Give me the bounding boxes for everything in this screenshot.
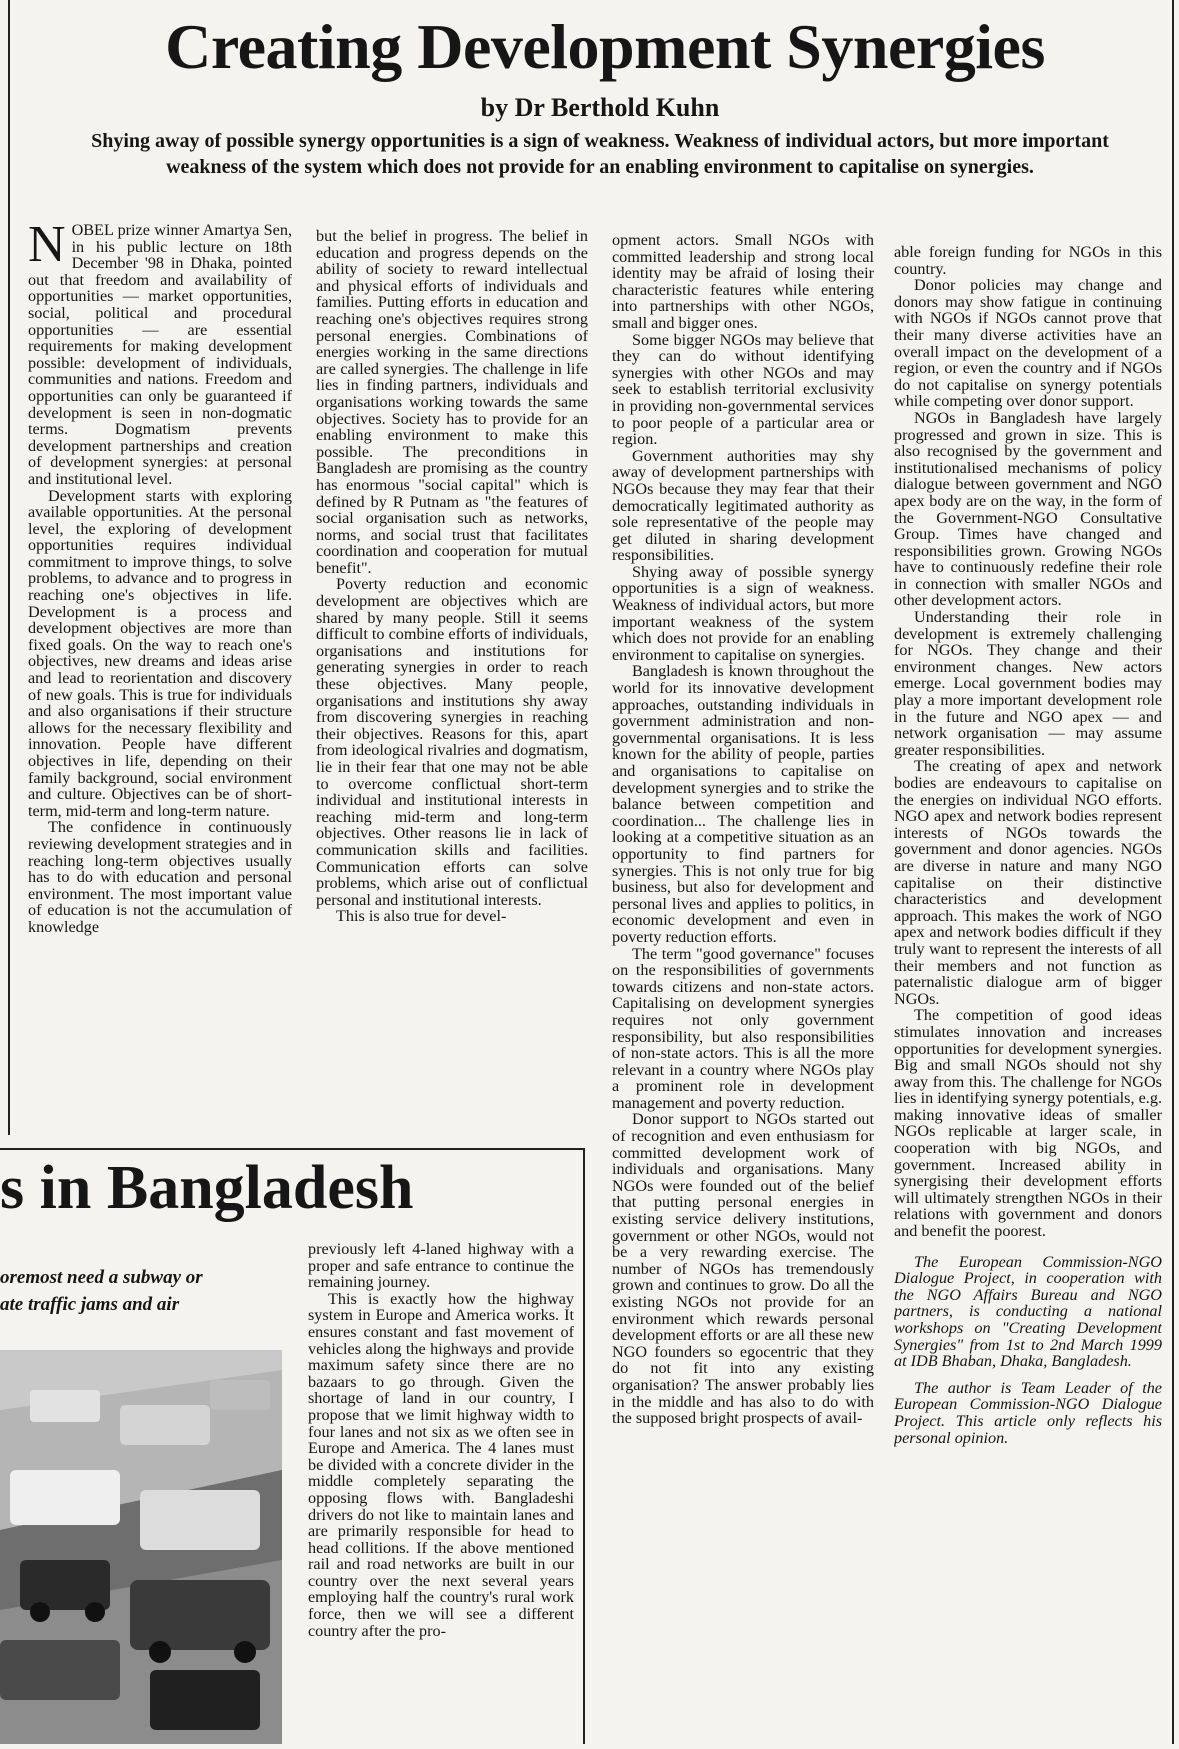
article-title: Creating Development Synergies [165,11,1045,82]
traffic-photo [0,1350,282,1744]
column-2-paragraph: Poverty reduction and economic development are objectives which are shared by many people. Still it seems difficult to combine efforts of individuals, organisations and institutions for generating synergies in order to reach these objectives. Many people, organisations and institutions shy away from discovering synergies in reaching their objectives. Reasons for this, apart from ideological rivalries and dogmatism, lie in their fear that one may not be able to overcome conflictual short-term individual and institutional interests in reaching mid-term and long-term objectives. Other reasons lie in lack of communication skills and facilities. Communication efforts can solve problems, which arise out of conflictual personal and institutional interests. [316,575,588,909]
second-article-deck: oremost need a subway or ate traffic jams and air [0,1267,203,1315]
second-article-top-rule [0,1148,584,1150]
column-3-paragraph: Some bigger NGOs may believe that they can do without identifying synergies with other NGOs and may seek to establish territorial exclusivity in providing non-governmental services to poor people of a particular area or region. [612,330,874,449]
column-2-paragraph: This is also true for devel- [336,907,507,926]
author-note-paragraph: The European Commission-NGO Dialogue Project, in cooperation with the NGO Affairs Bureau and NGO partners, is conducting a national workshops on "Creating Development Synergies" from 1st to 2nd March 1999 at IDB Bhaban, Dhaka, Bangladesh. [894,1252,1162,1371]
column-1-paragraph: The confidence in continuously reviewing development strategies and in reaching long-term objectives usually has to do with education and personal environment. The most important value of education is not the accumulation of knowledge [28,818,292,936]
column-3-paragraph: The term "good governance" focuses on the responsibilities of governments towards citizens and non-state actors. Capitalising on development synergies requires not only government responsibility, but also responsibilities of non-state actors. This is all the more relevant in a country where NGOs play a prominent role in development management and poverty reduction. [612,944,874,1112]
column-4-paragraph: The creating of apex and network bodies are endeavours to capitalise on the energies on individual NGO efforts. NGO apex and network bodies represent interests of NGOs towards the government and donor agencies. NGOs are diverse in nature and many NGO capitalise on their distinctive characteristics and development approach. This makes the work of NGO apex and network bodies difficult if they truly want to represent the interests of all their members and not function as paternalistic dialogue arm of bigger NGOs. [894,757,1162,1008]
second-article-headline: s in Bangladesh [0,1154,414,1222]
column-4-paragraph: The competition of good ideas stimulates innovation and increases opportunities for development synergies. Big and small NGOs should not shy away from this. The challenge for NGOs lies in identifying synergy potentials, e.g. making innovative ideas of smaller NGOs replicable at larger scale, in cooperation with big NGOs, and government. Increased ability in synergising their development efforts will ultimately strengthen NGOs in their relations with government and donors and benefit the poorest. [894,1006,1162,1241]
column-3-paragraph: Donor support to NGOs started out of recognition and even enthusiasm for committed development work of individuals and organisations. Many NGOs were founded out of the belief that putting personal energies in existing service delivery institutions, government or other NGOs, would not be a very rewarding exercise. The number of NGOs has tremendously grown and continues to grow. Do all the existing NGOs not provide for an environment which rewards personal development efforts or are all these new NGO founders so egocentric that they do not fit into any existing organisation? The answer probably lies in the middle and has also to do with the supposed bright prospects of avail- [612,1110,874,1428]
left-margin-rule [8,0,10,1135]
column-4-paragraph: Understanding their role in development is extremely challenging for NGOs. They change and their environment changes. New actors emerge. Local government bodies may play a more important development role in the future and NGO apex — and network organisation — may assume greater responsibilities. [894,608,1162,759]
column-1-paragraph: Development starts with exploring available opportunities. At the personal level, the exploring of development opportunities requires individual commitment to improve things, to solve problems, to advance and to progress in reaching one's objectives in life. Development is a process and development objectives are more than fixed goals. On the way to reach one's objectives, new dreams and ideas arise and lead to reorientation and discovery of new goals. This is true for individuals and also organisations if their structure allows for the necessary flexibility and innovation. People have different objectives in life, depending on their family background, social environment and culture. Objectives can be of short-term, mid-term and long-term nature. [28,486,292,820]
article-column-1 [28,222,292,1120]
second-article-column [308,1241,574,1744]
article-column-2 [316,228,588,1124]
right-border-rule [1172,0,1174,1744]
column-4-paragraph: able foreign funding for NGOs in this country. [894,244,1162,278]
column-2-paragraph: but the belief in progress. The belief in education and progress depends on the ability of society to reward intellectual and physical efforts of individuals and families. Putting efforts in education and reaching one's objectives requires strong personal energies. Combinations of energies working in the same directions are called synergies. The challenge in life lies in finding partners, individuals and organisations working towards the same objectives. Society has to provide for an enabling environment to make this possible. The preconditions in Bangladesh are promising as the country has enormous "social capital" which is defined by R Putnam as "the features of social organisation such as networks, norms, and social trust that facilitates coordination and cooperation for mutual benefit". [316,228,588,577]
article-byline: by Dr Berthold Kuhn [480,93,720,122]
column-1-paragraph: NOBEL prize winner Amartya Sen, in his public lecture on 18th December '98 in Dhaka, pointed out that freedom and availability of opportunities — market opportunities, social, political and procedural opportunities — are essential requirements for making development possible: development of individuals, communities and nations. Freedom and opportunities can only be guaranteed if development is seen in non-dogmatic terms. Dogmatism prevents development partnerships and creation of development synergies: at personal and institutional level. [28,222,292,488]
author-note-paragraph: The author is Team Leader of the European Commission-NGO Dialogue Project. This article only reflects his personal opinion. [894,1378,1162,1447]
column-4-paragraph: NGOs in Bangladesh have largely progressed and grown in size. This is also recognised by the government and institutionalised mechanisms of policy dialogue between government and NGO apex body are on the way, in the form of the Government-NGO Consultative Group. Times have changed and responsibilities grown. Growing NGOs have to continuously redefine their role in connection with smaller NGOs and other development actors. [894,408,1162,610]
column-3-paragraph: Shying away of possible synergy opportunities is a sign of weakness. Weakness of individual actors, but more important weakness of the system which does not provide for an enabling environment to capitalise on synergies. [612,562,874,664]
column-3-paragraph: Government authorities may shy away of development partnerships with NGOs because they may fear that their democratically legitimated authority as sole representative of the people may get diluted in sharing development responsibilities. [612,446,874,565]
second-article-paragraph: previously left 4-laned highway with a proper and safe entrance to continue the remaining journey. [308,1241,574,1292]
traffic-photo-graphic [0,1350,282,1744]
second-article-right-rule [583,1148,585,1744]
column-3-paragraph: Bangladesh is known throughout the world for its innovative development approaches, outstanding individuals in government administration and non-governmental organisations. It is less known for the ability of people, parties and organisations to capitalise on development synergies and to strike the balance between competition and coordination... The challenge lies in looking at a competitive situation as an opportunity to find partners for synergies. This is not only true for big business, but also for development and personal lives and applies to politics, in economic development and even in poverty reduction efforts. [612,662,874,946]
column-3-paragraph: opment actors. Small NGOs with committed leadership and strong local identity may be afraid of losing their characteristic features while entering into partnerships with other NGOs, small and bigger ones. [612,232,874,332]
column-4-paragraph: Donor policies may change and donors may show fatigue in continuing with NGOs if NGOs cannot prove that their many diverse activities have an overall impact on the development of a region, or even the country and if NGOs do not capitalise on synergy potentials while competing over donor support. [894,276,1162,411]
article-deck: Shying away of possible synergy opportunities is a sign of weakness. Weakness of individual actors, but more important weakness of the system which does not provide for an enabling environment to capitalise on synergies. [91,130,1109,178]
second-article-paragraph: This is exactly how the highway system in Europe and America works. It ensures constant and fast movement of vehicles along the highways and provide maximum safety since there are no bazaars to go through. Given the shortage of land in our country, I propose that we limit highway width to four lanes and not six as we often see in Europe and America. The 4 lanes must be divided with a concrete divider in the middle completely separating the opposing flows with. Bangladeshi drivers do not like to maintain lanes and are primarily responsible for head to head collitions. If the above mentioned rail and road networks are built in our country over the next several years employing half the country's rural work force, then we will see a different country after the pro- [308,1289,574,1640]
article-column-4 [894,244,1162,1744]
drop-cap: N [28,222,66,273]
author-note [894,1254,1162,1447]
article-column-3 [612,232,874,1744]
